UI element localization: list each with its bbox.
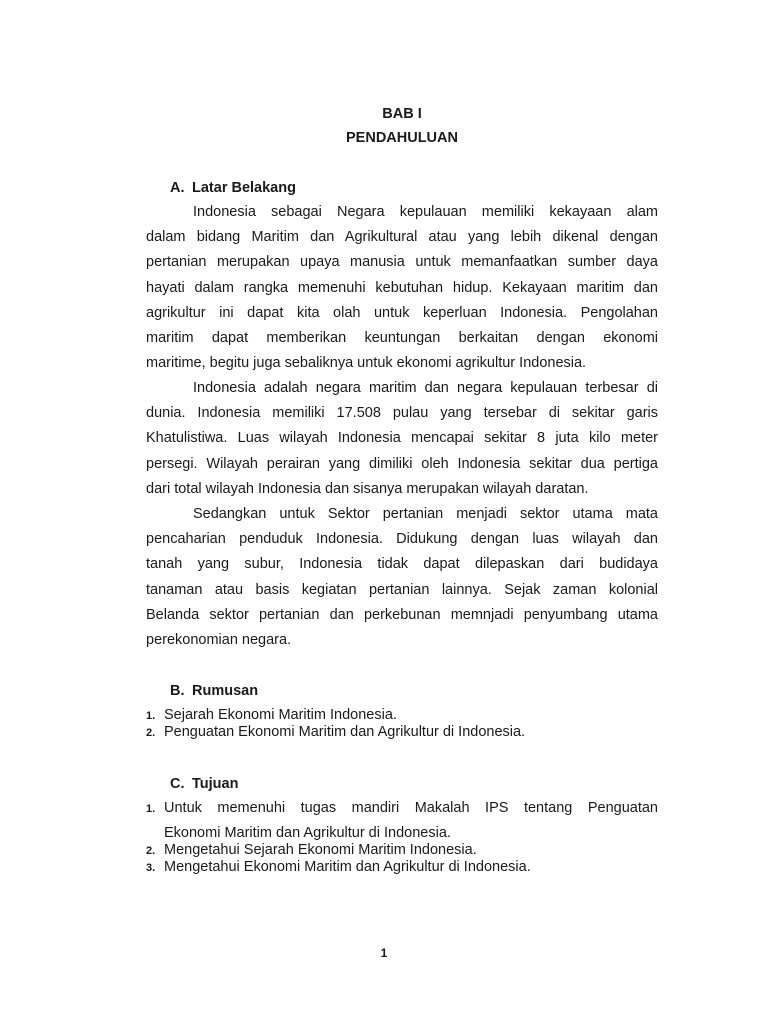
list-item [146, 707, 658, 724]
text-line: tanaman atau basis kegiatan pertanian lainnya. Sejak zaman kolonial [146, 581, 658, 598]
section-a-title: Latar Belakang [192, 180, 296, 196]
list-item [146, 800, 658, 842]
paragraph-2 [146, 376, 658, 502]
text-line: maritime, begitu juga sebaliknya untuk ekonomi agrikultur Indonesia. [146, 355, 587, 372]
text-line: Ekonomi Maritim dan Agrikultur di Indonesia. [164, 825, 451, 841]
text-line: tanah yang subur, Indonesia tidak dapat dilepaskan dari budidaya [146, 556, 658, 573]
section-c-letter: C. [170, 776, 185, 792]
list-number: 2. [146, 727, 156, 739]
chapter-label: BAB I [382, 106, 422, 122]
list-text [164, 800, 658, 842]
text-line: Untuk memenuhi tugas mandiri Makalah IPS tentang Penguatan [164, 800, 658, 816]
page-number: 1 [380, 946, 388, 960]
list-item [146, 724, 658, 741]
section-a-heading [170, 180, 296, 196]
section-c-title: Tujuan [192, 776, 239, 792]
list-number: 2. [146, 845, 156, 857]
text-line: dalam bidang Maritim dan Agrikultural atau yang lebih dikenal dengan [146, 229, 658, 246]
list-text: Penguatan Ekonomi Maritim dan Agrikultur di Indonesia. [164, 724, 526, 740]
list-item [146, 859, 658, 876]
text-line: maritim dapat memberikan keuntungan berkaitan dengan ekonomi [146, 330, 658, 347]
section-c-heading [170, 776, 238, 792]
text-line: Indonesia adalah negara maritim dan negara kepulauan terbesar di [193, 380, 658, 396]
paragraph-1 [146, 200, 658, 376]
text-line: Indonesia sebagai Negara kepulauan memiliki kekayaan alam [193, 204, 658, 220]
section-b-letter: B. [170, 683, 185, 699]
list-number: 3. [146, 862, 156, 874]
text-line: hayati dalam rangka memenuhi kebutuhan hidup. Kekayaan maritim dan [146, 279, 658, 296]
paragraph-3 [146, 502, 658, 653]
list-item [146, 842, 658, 859]
list-text: Sejarah Ekonomi Maritim Indonesia. [164, 707, 397, 723]
text-line: persegi. Wilayah perairan yang dimiliki oleh Indonesia sekitar dua pertiga [146, 455, 658, 472]
text-line: agrikultur ini dapat kita olah untuk keperluan Indonesia. Pengolahan [146, 304, 658, 321]
tujuan-list [146, 800, 658, 876]
chapter-title: PENDAHULUAN [346, 130, 458, 146]
text-line: pencaharian penduduk Indonesia. Didukung dengan luas wilayah dan [146, 531, 658, 548]
section-b-heading [170, 683, 258, 699]
rumusan-list [146, 707, 658, 741]
text-line: Khatulistiwa. Luas wilayah Indonesia mencapai sekitar 8 juta kilo meter [146, 430, 658, 447]
list-text: Mengetahui Sejarah Ekonomi Maritim Indonesia. [164, 842, 477, 858]
section-b-title: Rumusan [192, 683, 259, 699]
text-line: pertanian merupakan upaya manusia untuk memanfaatkan sumber daya [146, 254, 658, 271]
list-text: Mengetahui Ekonomi Maritim dan Agrikultur di Indonesia. [164, 859, 531, 875]
text-line: perekonomian negara. [146, 632, 292, 649]
text-line: dunia. Indonesia memiliki 17.508 pulau yang tersebar di sekitar garis [146, 405, 658, 422]
text-line: Belanda sektor pertanian dan perkebunan memnjadi penyumbang utama [146, 606, 658, 623]
text-line: dari total wilayah Indonesia dan sisanya merupakan wilayah daratan. [146, 480, 589, 497]
list-number: 1. [146, 803, 156, 815]
list-number: 1. [146, 710, 156, 722]
section-a-letter: A. [170, 180, 185, 196]
text-line: Sedangkan untuk Sektor pertanian menjadi sektor utama mata [193, 506, 658, 522]
